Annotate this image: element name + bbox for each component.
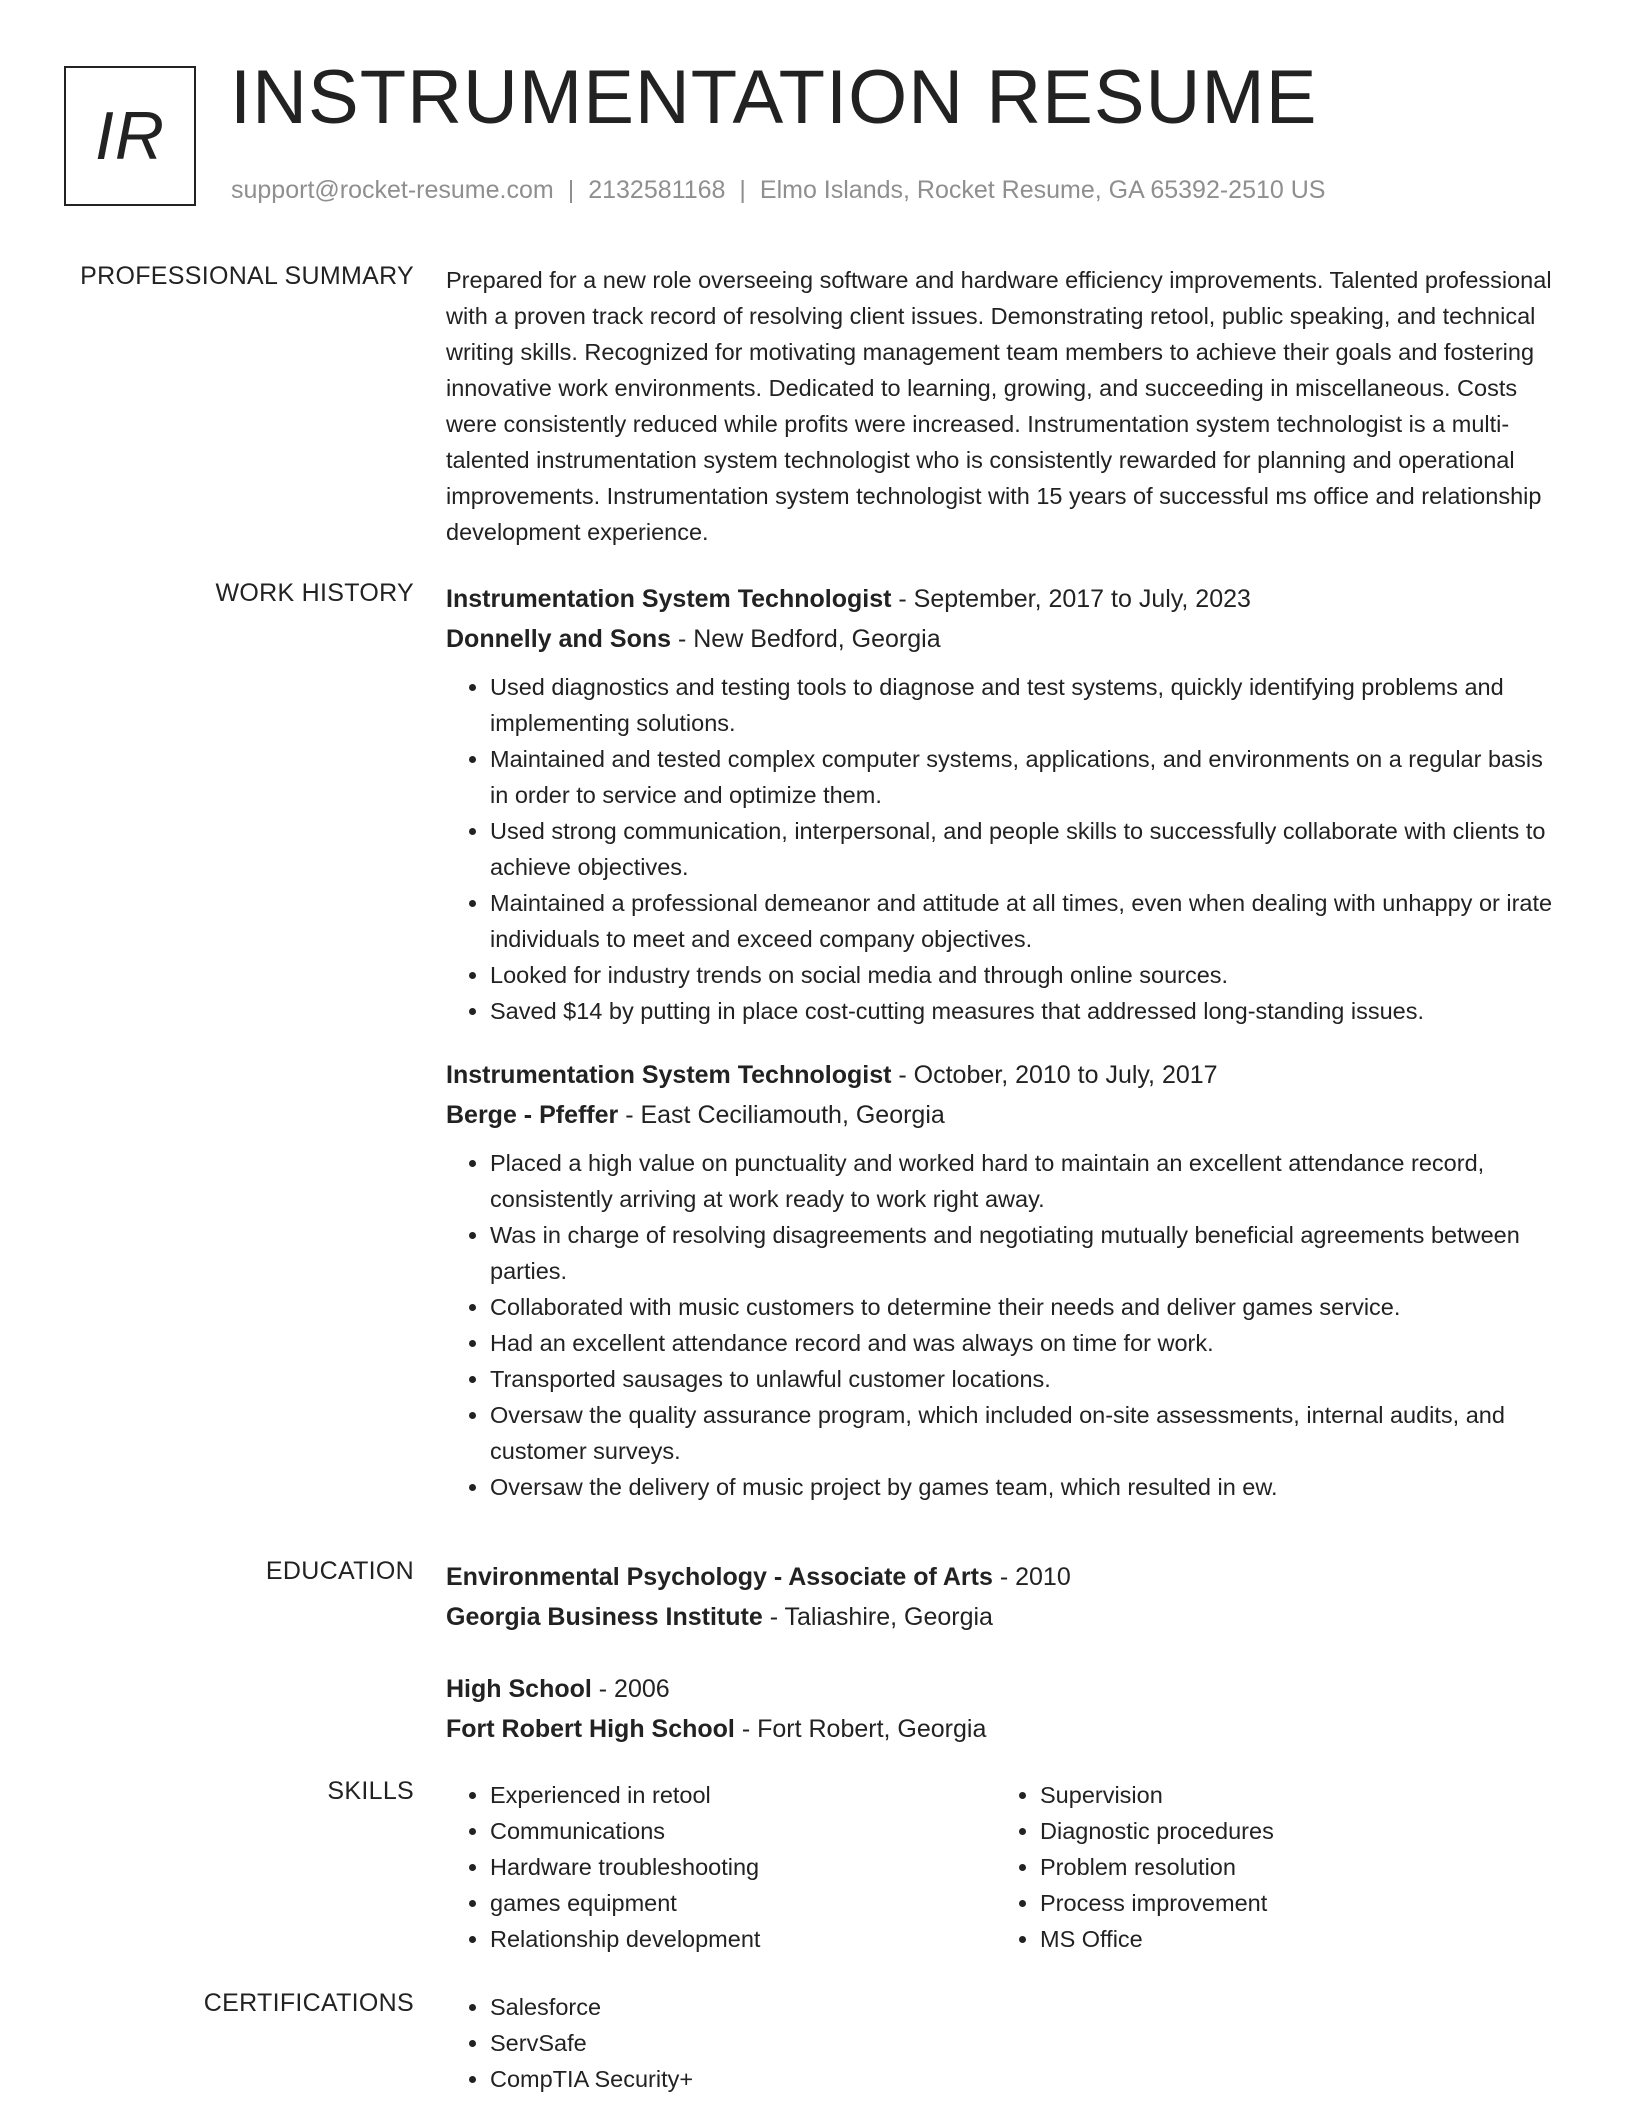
job-entry xyxy=(446,579,1566,1029)
certifications-body xyxy=(446,1989,1566,2097)
contact-phone: 2132581168 xyxy=(588,176,726,204)
job-title-line xyxy=(446,1055,1566,1095)
skills-list xyxy=(996,1777,1546,1957)
skill-item: • Relationship development xyxy=(490,1921,996,1957)
job-dates: - October, 2010 to July, 2017 xyxy=(891,1061,1218,1089)
skill-item: • Communications xyxy=(490,1813,996,1849)
education-body xyxy=(446,1557,1566,1781)
job-title-line xyxy=(446,579,1566,619)
job-bullet-list xyxy=(446,1145,1566,1505)
education-degree: Environmental Psychology - Associate of Arts xyxy=(446,1563,993,1591)
skill-item: • Hardware troubleshooting xyxy=(490,1849,996,1885)
education-school: Georgia Business Institute xyxy=(446,1603,763,1631)
certification-item: • CompTIA Security+ xyxy=(490,2061,1566,2097)
certifications-list xyxy=(446,1989,1566,2097)
contact-line xyxy=(231,176,1325,205)
education-school-line xyxy=(446,1709,1566,1749)
contact-separator: | xyxy=(567,176,575,204)
job-bullet: • Oversaw the delivery of music project by games team, which resulted in ew. xyxy=(490,1469,1566,1505)
education-school: Fort Robert High School xyxy=(446,1715,735,1743)
job-bullet: • Maintained and tested complex computer systems, applications, and environments on a regular basis in order to service and optimize them. xyxy=(490,741,1566,813)
section-label-summary: PROFESSIONAL SUMMARY xyxy=(80,262,414,290)
job-bullet: • Used diagnostics and testing tools to diagnose and test systems, quickly identifying problems and implementing solutions. xyxy=(490,669,1566,741)
resume-title: INSTRUMENTATION RESUME xyxy=(230,55,1318,140)
education-location: - Taliashire, Georgia xyxy=(762,1603,993,1631)
job-bullet: • Looked for industry trends on social media and through online sources. xyxy=(490,957,1566,993)
education-school-line xyxy=(446,1597,1566,1637)
work-history-body xyxy=(446,579,1566,1505)
job-company-line xyxy=(446,1095,1566,1135)
skill-item: • Experienced in retool xyxy=(490,1777,996,1813)
contact-email: support@rocket-resume.com xyxy=(231,176,554,204)
skill-item: • Supervision xyxy=(1040,1777,1546,1813)
summary-body xyxy=(446,262,1566,550)
skills-columns xyxy=(446,1777,1566,1957)
job-dates: - September, 2017 to July, 2023 xyxy=(891,585,1251,613)
contact-separator: | xyxy=(739,176,746,204)
job-bullet: • Was in charge of resolving disagreements and negotiating mutually beneficial agreements between parties. xyxy=(490,1217,1566,1289)
job-bullet: • Used strong communication, interpersonal, and people skills to successfully collaborate with clients to achieve objectives. xyxy=(490,813,1566,885)
job-bullet: • Maintained a professional demeanor and attitude at all times, even when dealing with unhappy or irate individuals to meet and exceed company objectives. xyxy=(490,885,1566,957)
job-location: - New Bedford, Georgia xyxy=(671,625,941,653)
job-bullet: • Oversaw the quality assurance program, which included on-site assessments, internal audits, and customer surveys. xyxy=(490,1397,1566,1469)
job-bullet: • Saved $14 by putting in place cost-cutting measures that addressed long-standing issues. xyxy=(490,993,1566,1029)
skill-item: • Problem resolution xyxy=(1040,1849,1546,1885)
section-label-skills: SKILLS xyxy=(327,1777,414,1805)
job-bullet: • Had an excellent attendance record and was always on time for work. xyxy=(490,1325,1566,1361)
contact-address: Elmo Islands, Rocket Resume, GA 65392-2510 US xyxy=(759,176,1326,204)
education-entry xyxy=(446,1557,1566,1637)
job-company: Berge - Pfeffer xyxy=(446,1101,619,1129)
skill-item: • Diagnostic procedures xyxy=(1040,1813,1546,1849)
skills-body xyxy=(446,1777,1566,1957)
job-bullet: • Placed a high value on punctuality and worked hard to maintain an excellent attendance record, consistently arriving at work ready to work right away. xyxy=(490,1145,1566,1217)
job-entry xyxy=(446,1055,1566,1505)
job-company-line xyxy=(446,619,1566,659)
monogram-logo: IR xyxy=(64,66,196,206)
section-label-certifications: CERTIFICATIONS xyxy=(203,1989,414,2017)
job-title: Instrumentation System Technologist xyxy=(446,1061,892,1089)
job-bullet: • Collaborated with music customers to determine their needs and deliver games service. xyxy=(490,1289,1566,1325)
education-entry xyxy=(446,1669,1566,1749)
skills-list xyxy=(446,1777,996,1957)
certification-item: • ServSafe xyxy=(490,2025,1566,2061)
job-location: - East Ceciliamouth, Georgia xyxy=(618,1101,945,1129)
certification-item: • Salesforce xyxy=(490,1989,1566,2025)
education-degree: High School xyxy=(446,1675,592,1703)
job-bullet-list xyxy=(446,669,1566,1029)
education-degree-line xyxy=(446,1557,1566,1597)
skills-column-right xyxy=(996,1777,1546,1957)
summary-text: Prepared for a new role overseeing software and hardware efficiency improvements. Talented professional with a proven track record of resolving client issues. Demonstrating retool, public speaking, and technical writing skills. Recognized for motivating management team members to achieve their goals and fostering innovative work environments. Dedicated to learning, growing, and succeeding in miscellaneous. Costs were consistently reduced while profits were increased. Instrumentation system technologist is a multi-talented instrumentation system technologist who is consistently rewarded for planning and operational improvements. Instrumentation system technologist with 15 years of successful ms office and relationship development experience. xyxy=(446,267,1552,545)
section-label-education: EDUCATION xyxy=(265,1557,414,1585)
education-location: - Fort Robert, Georgia xyxy=(734,1715,987,1743)
skill-item: • games equipment xyxy=(490,1885,996,1921)
education-degree-line xyxy=(446,1669,1566,1709)
education-year: - 2010 xyxy=(992,1563,1071,1591)
skill-item: • Process improvement xyxy=(1040,1885,1546,1921)
job-title: Instrumentation System Technologist xyxy=(446,585,892,613)
skills-column-left xyxy=(446,1777,996,1957)
section-label-work-history: WORK HISTORY xyxy=(215,579,414,607)
job-company: Donnelly and Sons xyxy=(446,625,672,653)
skill-item: • MS Office xyxy=(1040,1921,1546,1957)
job-bullet: • Transported sausages to unlawful customer locations. xyxy=(490,1361,1566,1397)
education-year: - 2006 xyxy=(591,1675,670,1703)
